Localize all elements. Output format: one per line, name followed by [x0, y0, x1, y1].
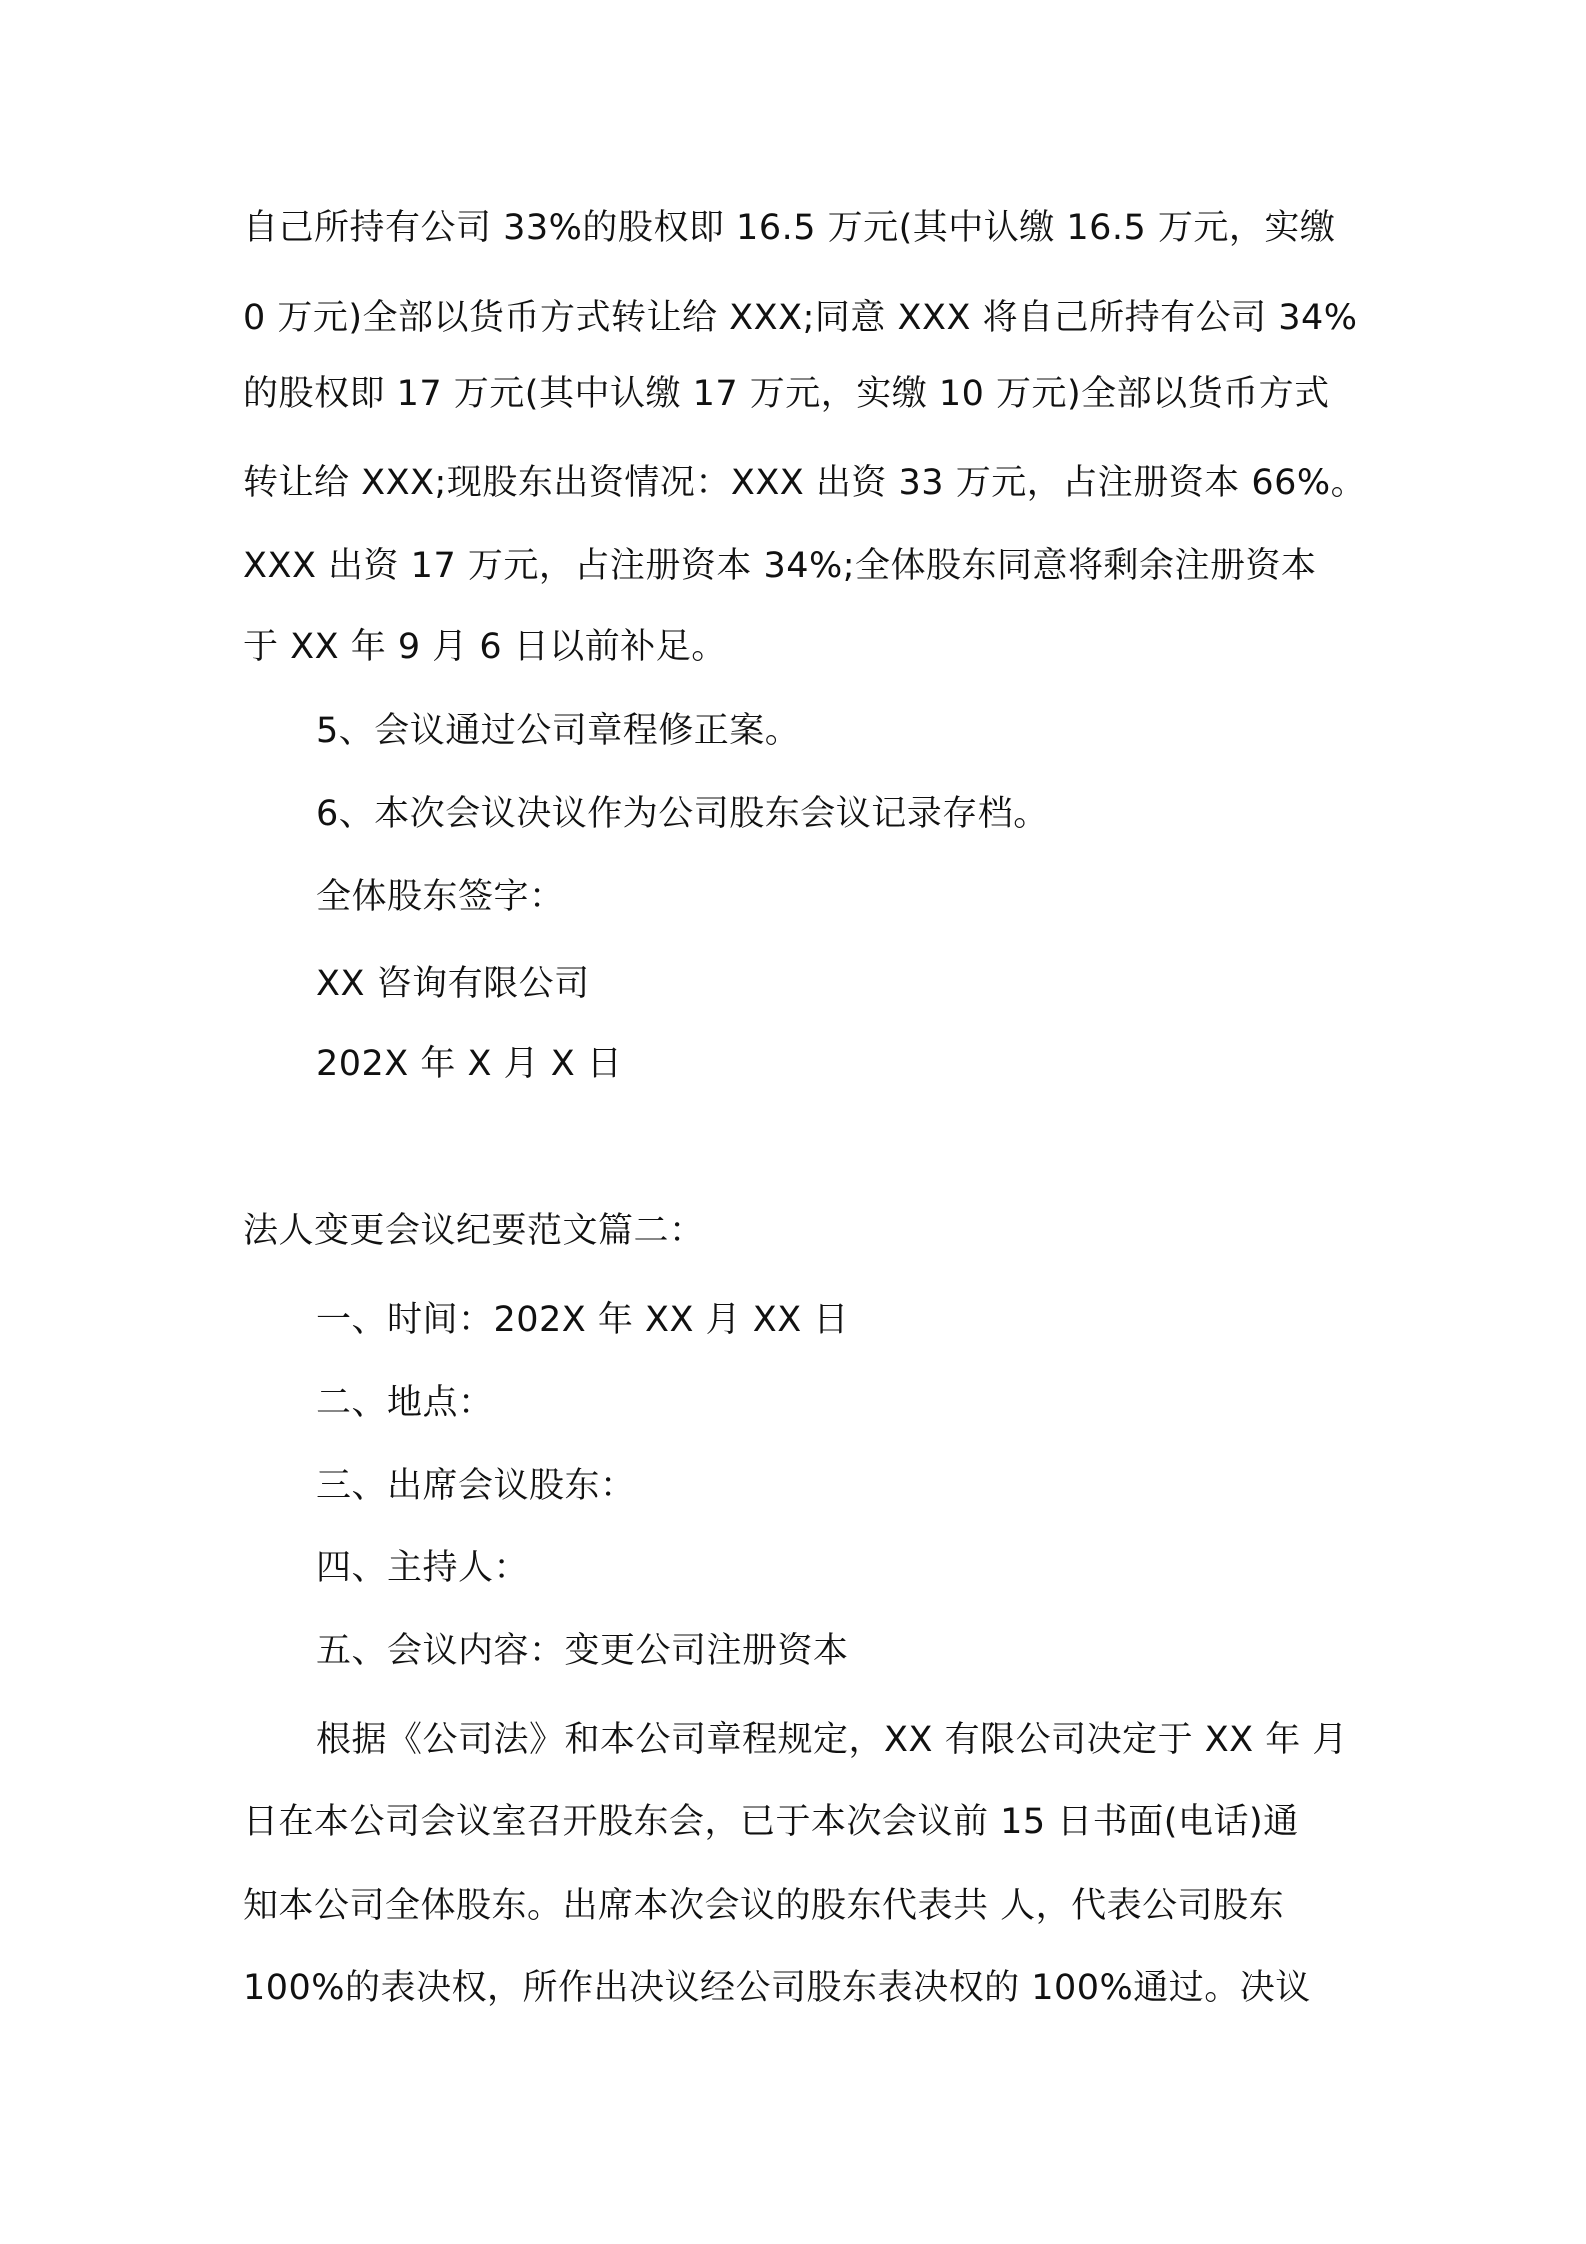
resolution-item: 6、本次会议决议作为公司股东会议记录存档。 — [316, 794, 1049, 834]
paragraph-line: 0 万元)全部以货币方式转让给 XXX;同意 XXX 将自己所持有公司 34% — [243, 298, 1358, 338]
paragraph-line: 转让给 XXX;现股东出资情况：XXX 出资 33 万元，占注册资本 66%。 — [243, 463, 1367, 503]
company-name: XX 咨询有限公司 — [316, 964, 590, 1004]
paragraph-line: 的股权即 17 万元(其中认缴 17 万元，实缴 10 万元)全部以货币方式 — [243, 374, 1330, 414]
meeting-location: 二、地点： — [316, 1383, 494, 1423]
paragraph-line: 于 XX 年 9 月 6 日以前补足。 — [243, 627, 727, 667]
resolution-item: 5、会议通过公司章程修正案。 — [316, 711, 801, 751]
paragraph-line: 100%的表决权，所作出决议经公司股东表决权的 100%通过。决议 — [243, 1968, 1311, 2008]
paragraph-line: XXX 出资 17 万元，占注册资本 34%;全体股东同意将剩余注册资本 — [243, 546, 1317, 586]
paragraph-line: 知本公司全体股东。出席本次会议的股东代表共 人，代表公司股东 — [243, 1886, 1285, 1926]
meeting-content: 五、会议内容：变更公司注册资本 — [316, 1631, 849, 1671]
document-date: 202X 年 X 月 X 日 — [316, 1044, 623, 1084]
paragraph-line: 日在本公司会议室召开股东会，已于本次会议前 15 日书面(电话)通 — [243, 1802, 1299, 1842]
meeting-attendees: 三、出席会议股东： — [316, 1466, 636, 1506]
meeting-host: 四、主持人： — [316, 1548, 530, 1588]
signature-label: 全体股东签字： — [316, 877, 565, 917]
paragraph-line: 根据《公司法》和本公司章程规定，XX 有限公司决定于 XX 年 月 — [316, 1720, 1348, 1760]
section-heading: 法人变更会议纪要范文篇二： — [243, 1211, 705, 1251]
paragraph-line: 自己所持有公司 33%的股权即 16.5 万元(其中认缴 16.5 万元，实缴 — [243, 208, 1336, 248]
meeting-time: 一、时间：202X 年 XX 月 XX 日 — [316, 1300, 849, 1340]
